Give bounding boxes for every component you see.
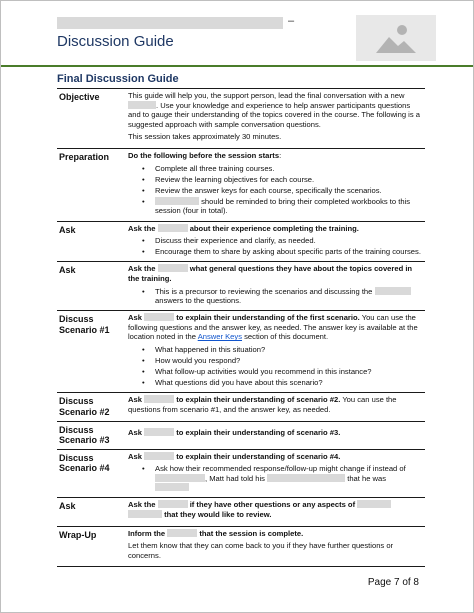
table-row — [57, 421, 425, 449]
text: You can use the following questions and the answer key, as needed. The answer key is available at the location noted in the — [128, 313, 418, 342]
header-dash: – — [288, 15, 295, 27]
table-row — [57, 393, 425, 421]
list-item: • What follow-up activities would you recommend in this instance? — [128, 367, 422, 377]
text: . Use your knowledge and experience to help answer participants questions and to gauge their understanding of the topics covered in the course. The following is a suggested approach with sample conversation questions. — [128, 100, 420, 129]
row-label: Objective — [59, 92, 100, 102]
list-item — [128, 287, 422, 306]
row-content — [122, 526, 425, 567]
table-row — [57, 498, 425, 526]
redacted-text — [167, 529, 197, 537]
redacted-text — [158, 500, 188, 508]
redacted-text — [144, 428, 174, 436]
text: Ask the — [128, 500, 156, 510]
text: Ask — [128, 395, 142, 405]
row-label: Discuss Scenario #2 — [59, 396, 110, 417]
redacted-text — [158, 224, 188, 232]
list-item: • Discuss their experience and clarify, as needed. — [128, 236, 422, 246]
row-content — [122, 393, 425, 421]
row-label: Ask — [59, 224, 76, 235]
redacted-text — [158, 264, 188, 272]
text: if they have other questions or any aspects of — [189, 500, 356, 510]
section-title: Final Discussion Guide — [57, 73, 179, 85]
row-label: Discuss Scenario #3 — [59, 424, 110, 446]
bullet-list — [128, 287, 422, 306]
text: : — [279, 150, 282, 160]
text: that he was — [347, 473, 387, 483]
redacted-header-text — [57, 17, 283, 29]
redacted-text — [128, 101, 156, 109]
list-item — [128, 197, 422, 216]
answer-keys-link[interactable]: Answer Keys — [197, 332, 243, 342]
text: Ask the — [128, 223, 156, 233]
row-content — [122, 449, 425, 498]
table-row — [57, 449, 425, 498]
row-label: Preparation — [59, 151, 110, 162]
row-label: Wrap-Up — [59, 529, 97, 540]
table-row — [57, 221, 425, 262]
list-item: • Review the answer keys for each course, specifically the scenarios. — [128, 186, 422, 196]
bullet-list — [128, 164, 422, 216]
row-label: Ask — [59, 501, 76, 512]
redacted-text — [267, 474, 345, 482]
list-item: • How would you respond? — [128, 356, 422, 366]
redacted-text — [155, 197, 199, 205]
document-title: Discussion Guide — [57, 33, 174, 50]
row-label: Discuss Scenario #1 — [59, 314, 110, 335]
redacted-text — [144, 452, 174, 460]
text: This guide will help you, the support person, lead the final conversation with a new — [128, 91, 405, 100]
text: , Matt had told his — [205, 473, 265, 483]
text: answers to the questions. — [155, 296, 242, 306]
text: what general questions they have about the topics covered in the training. — [128, 264, 413, 283]
text: Ask the — [128, 264, 156, 274]
text: to explain their understanding of the first scenario. — [176, 313, 360, 323]
redacted-text — [357, 500, 391, 508]
text: Inform the — [128, 528, 166, 538]
row-content — [122, 498, 425, 526]
table-row — [57, 89, 425, 149]
table-row — [57, 262, 425, 311]
text: to explain their understanding of scenario #3. — [176, 427, 341, 437]
bullet-list — [128, 464, 422, 493]
text: Let them know that they can come back to you if they have further questions or concerns. — [128, 541, 394, 560]
text: that the session is complete. — [199, 528, 304, 538]
page-number: Page 7 of 8 — [367, 577, 419, 588]
list-item — [128, 464, 422, 493]
row-content — [122, 262, 425, 311]
text: Ask — [128, 427, 142, 437]
text: This is a precursor to reviewing the scenarios and discussing the — [155, 286, 373, 296]
row-content — [122, 311, 425, 393]
row-content — [122, 148, 425, 221]
text: should be reminded to bring their completed workbooks to this session (four in total). — [155, 196, 411, 216]
redacted-text — [155, 474, 205, 482]
table-row — [57, 148, 425, 221]
redacted-text — [155, 483, 189, 491]
table-row — [57, 311, 425, 393]
row-label: Discuss Scenario #4 — [59, 452, 110, 474]
redacted-text — [144, 313, 174, 321]
bullet-list — [128, 236, 422, 257]
discussion-guide-table — [57, 88, 425, 567]
redacted-text — [144, 395, 174, 403]
table-row — [57, 526, 425, 567]
text: Ask — [128, 451, 142, 461]
redacted-text — [128, 510, 162, 518]
row-content — [122, 221, 425, 262]
header-rule — [1, 65, 473, 67]
list-item: • Review the learning objectives for each course. — [128, 175, 422, 185]
text: You can use the questions from scenario #1, and the answer key, as needed. — [128, 395, 397, 414]
list-item: • Encourage them to share by asking about specific parts of the training courses. — [128, 247, 422, 257]
row-content — [122, 89, 425, 149]
text: to explain their understanding of scenario #4. — [176, 451, 341, 461]
text: that they would like to review. — [164, 510, 272, 519]
row-label: Ask — [59, 265, 76, 276]
redacted-text — [375, 287, 411, 295]
list-item: • What happened in this situation? — [128, 345, 422, 355]
bullet-list — [128, 345, 422, 388]
text: Do the following before the session starts — [128, 150, 280, 160]
list-item: • What questions did you have about this scenario? — [128, 378, 422, 388]
text: This session takes approximately 30 minutes. — [128, 132, 282, 142]
text: Ask how their recommended response/follow-up might change if instead of — [155, 464, 406, 474]
text: to explain their understanding of scenario #2. — [176, 395, 341, 405]
text: about their experience completing the training. — [189, 223, 359, 233]
image-placeholder-icon — [356, 15, 436, 61]
list-item: • Complete all three training courses. — [128, 164, 422, 174]
text: section of this document. — [242, 332, 329, 342]
row-content — [122, 421, 425, 449]
text: Ask — [128, 313, 142, 323]
